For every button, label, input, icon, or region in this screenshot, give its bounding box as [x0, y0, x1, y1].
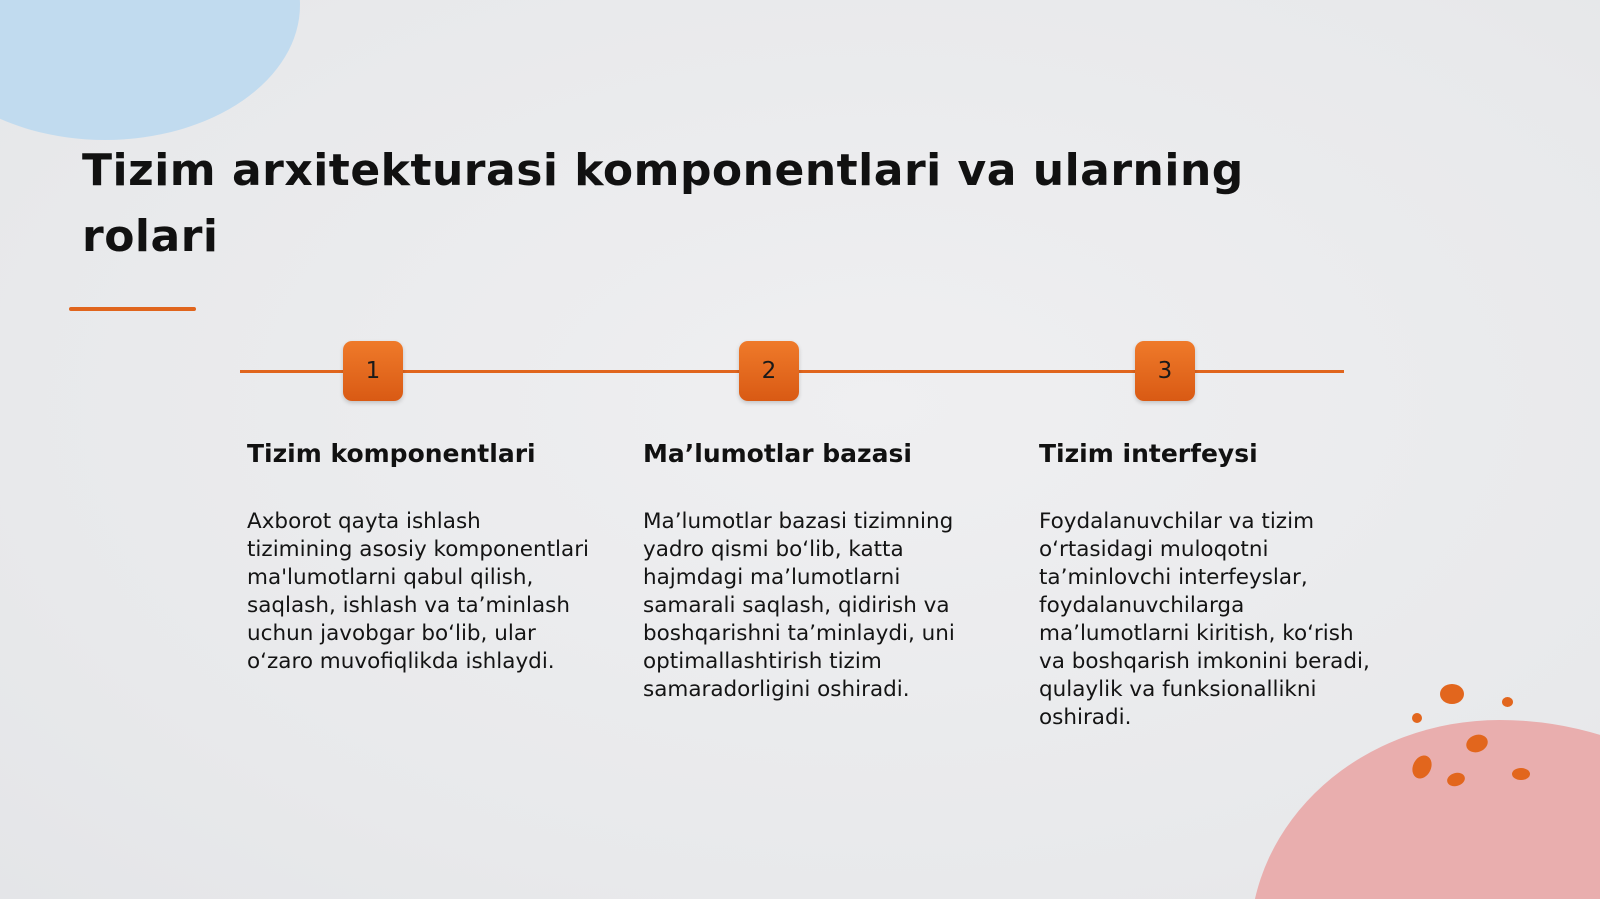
decorative-speck	[1502, 697, 1513, 707]
step-3-column	[1039, 432, 1384, 732]
decorative-speck	[1412, 713, 1422, 723]
step-3-description: Foydalanuvchilar va tizim o‘rtasidagi muloqotni ta’minlovchi interfeyslar, foydalanuvchilarga ma’lumotlarni kiritish, ko‘rish va boshqarish imkonini beradi, qulaylik va funksionallikni oshiradi.	[1039, 509, 1370, 730]
step-2-column	[643, 432, 988, 704]
decorative-blob-bottom-right	[1250, 720, 1600, 899]
decorative-speck	[1512, 768, 1530, 780]
step-1-description: Axborot qayta ishlash tizimining asosiy komponentlari ma'lumotlarni qabul qilish, saqlash, ishlash va ta’minlash uchun javobgar bo‘lib, ular o‘zaro muvofiqlikda ishlaydi.	[247, 509, 590, 674]
step-1-number-badge: 1	[343, 341, 403, 401]
step-1-title: Tizim komponentlari	[247, 439, 536, 468]
title-underline	[69, 307, 196, 311]
step-3-title: Tizim interfeysi	[1039, 439, 1258, 468]
step-1-column	[247, 432, 592, 676]
step-2-title: Ma’lumotlar bazasi	[643, 439, 912, 468]
step-3-number-badge: 3	[1135, 341, 1195, 401]
decorative-speck	[1440, 684, 1464, 704]
step-2-description: Ma’lumotlar bazasi tizimning yadro qismi bo‘lib, katta hajmdagi ma’lumotlarni samarali saqlash, qidirish va boshqarishni ta’minlaydi, uni optimallashtirish tizim samaradorligini oshiradi.	[643, 509, 955, 702]
decorative-blob-top-left	[0, 0, 300, 140]
slide-title: Tizim arxitekturasi komponentlari va ularning rolari	[82, 145, 1244, 262]
step-2-number-badge: 2	[739, 341, 799, 401]
